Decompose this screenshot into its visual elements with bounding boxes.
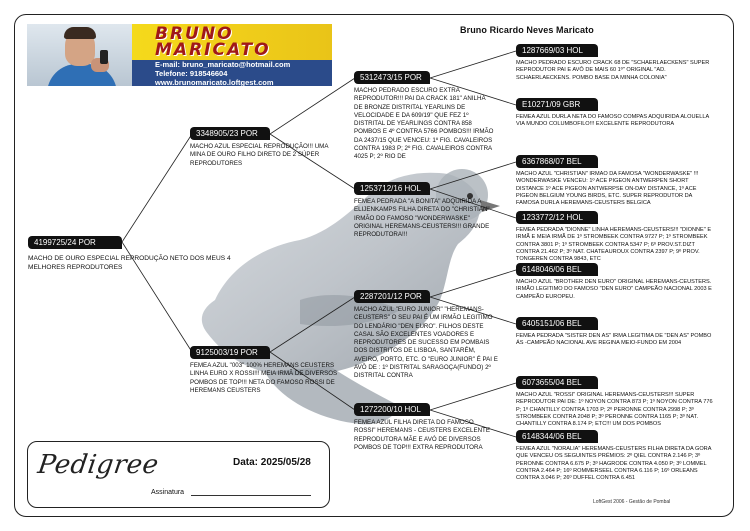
subject-ring: 4199725/24 POR (28, 236, 122, 249)
gen4-description-8: FEMEA AZUL "NORALIA" HEREMANS-CEUSTERS FILHA DIRETA DA GORA QUE VENCEU OS SEGUINTES PRÉMIOS: 2º QIEL CONTRA 2.146 P; 3º PERONNE CONTRA 6.675 P; 3º HAGRODE CONTRA 4.050 P; 3º LOMMEL CONTRA 2.464 P; 16º ROMMERSEEL CONTRA 6.116 P; 16º ORLEANS CONTRA 3.046 P; 26º DUFFEL CONTRA 6.451 (516, 446, 712, 482)
signature-box (27, 441, 330, 508)
banner-last-name: MARICATO (155, 40, 271, 60)
dam-description: FEMEA AZUL "003" 100% HEREMANS CEUSTERS LINHA EURO X ROSSI!!! MEIA IRMÃ DE DIVERSOS POMBOS DE TOP!!! NETA DO FAMOSO ROSSI DE HEREMANS CEUSTERS (190, 362, 338, 394)
gen4-ring-4: 1233772/12 HOL (516, 211, 598, 224)
gen4-ring-2: E10271/09 GBR (516, 98, 598, 111)
footer-credit: LoftGest 2006 - Gestão de Pombal (593, 499, 671, 505)
sire-sire-ring: 5312473/15 POR (354, 71, 430, 84)
gen4-ring-5: 6148046/06 BEL (516, 263, 598, 276)
sire-dam-ring: 1253712/16 HOL (354, 182, 430, 195)
gen4-ring-3: 6367868/07 BEL (516, 155, 598, 168)
gen4-ring-8: 6148344/06 BEL (516, 430, 598, 443)
gen4-ring-7: 6073655/04 BEL (516, 376, 598, 389)
signature-line[interactable] (191, 495, 311, 496)
page-title: Bruno Ricardo Neves Maricato (460, 25, 594, 35)
gen4-description-4: FEMEA PEDRADA "DIONNE" LINHA HEREMANS-CEUSTERS!!! "DIONNE" É IRMÃ E MEIA IRMÃ DE 1º STROMBEEK CONTRA 9727 P; 1º STROMBEEK CONTRA 3801 P; 1º STROMBEEK CONTRA 5347 P; 6º PROV.ST.DIZT CONTRA 21.462 P; 3º NAT. CHATEAUROUX CONTRA 2397 P; 9º PROV. TONGEREN CONTRA 9843, ETC (516, 227, 712, 263)
pedigree-logo: Pedigree (35, 450, 161, 480)
gen4-description-2: FEMEA AZUL DURLA NETA DO FAMOSO COMPAS ADQUIRIDA ALOUELLA VIA MUNDO COLUMBOFILO!!! EXCELENTE REPRODUTORA (516, 114, 709, 128)
dam-sire-ring: 2287201/12 POR (354, 290, 430, 303)
gen4-description-6: FEMEA PEDRADA "SISTER DEN AS" IRMA LEGITIMA DE "DEN AS" POMBO ÁS -CAMPEÃO NACIONAL AVE REGINA MEIO-FUNDO EM 2004 (516, 333, 712, 347)
signature-label: Assinatura (151, 489, 185, 496)
banner-website: www.brunomaricato.loftgest.com (155, 78, 274, 86)
sire-sire-description: MACHO PEDRADO ESCURO EXTRA REPRODUTOR!!! PAI DA CRACK 181" ANILHA DE BRONZE DISTRITAL YEARLINS DE VELOCIDADE E DA 609/19" QUE FEZ 1º DISTRITAL DE YEARLINGS CONTRA 858 POMBOS E 4º CONTRA 5766 POMBOS!!! IRMÃO DA 2437/15 QUE VENCEU: 1º FIG. CAVALEIROS CONTRA 1983 P; 2º FIG. CAVALEIROS CONTRA 4025 P; 2º RIO DE (354, 87, 494, 161)
gen4-ring-6: 6405151/06 BEL (516, 317, 598, 330)
dam-dam-description: FEMEA AZUL FILHA DIRETA DO FAMOSO ROSSI" HEREMANS - CEUSTERS EXCELENTE REPRODUTORA MÃE E AVÓ DE DIVERSOS POMBOS DE TOP!!! EXTRA REPRODUTORA (354, 419, 490, 451)
gen4-ring-1: 1287669/03 HOL (516, 44, 598, 57)
breeder-photo (27, 24, 132, 86)
gen4-description-3: MACHO AZUL "CHRISTIAN" IRMÃO DA FAMOSA "WONDERWASKE" !!! WONDERWASKE VENCEU: 1º ACE PIGEON ANTWERPEN SHORT DISTANCE 1º ACE PIGEON ANTWERPSE ON-DAY DISTANCE, 1º ACE PIGEON BELGIUM YOUNG BIRDS, ETC. SUPER REPRODUTOR DA FAMOSA DURLA HEREMANS-CEUSTERS BELGICA (516, 171, 699, 207)
sire-description: MACHO AZUL ESPECIAL REPRODUÇÃO!!! UMA MINA DE OURO FILHO DIRETO DE 2 SÚPER REPRODUTORES (190, 143, 329, 167)
gen4-description-5: MACHO AZUL "BROTHER DEN EURO" ORIGINAL HEREMANS-CEUSTERS. IRMÃO LEGITIMO DO FAMOSO "DEN EURO" CAMPEÃO NACIONAL 2003 E CAMPEÃO EUROPEU. (516, 279, 712, 300)
banner-email: E-mail: bruno_maricato@hotmail.com (155, 60, 291, 69)
sire-dam-description: FEMEA PEDRADA "A BONITA" ADQUIRIDA A ELIJENKAMPS FILHA DIRETA DO "CHRISTIAN" IRMÃO DO FAMOSO "WONDERWASKE" ORIGINAL HEREMANS-CEUSTERS!!! GRANDE REPRODUTORA!!! (354, 198, 490, 239)
dam-sire-description: MACHO AZUL "EURO JUNIOR" "HEREMANS-CEUSTERS" O SEU PAI É UM IRMÃO LEGITIMO DO LENDÁRIO "DEN EURO". FILHOS DESTE CASAL SÃO EXCELENTES VOADORES E REPRODUTORES DE SUCESSO EM POMBAIS DOS DISTRITOS DE LISBOA, SANTARÉM, AVEIRO, PORTO, ETC. O "EURO JUNIOR" É PAI E AVÔ DE : 1º DISTRITAL SARAGOÇA(FUNDO) 2º DISTRITAL CONTRA (354, 306, 498, 380)
sire-ring: 3348905/23 POR (190, 127, 270, 140)
dam-dam-ring: 1272200/10 HOL (354, 403, 430, 416)
gen4-description-1: MACHO PEDRADO ESCURO CRACK 68 DE "SCHAERLAECKENS" SUPER REPRODUTOR PAI E AVÔ DE MAIS 60 1º" ORIGINAL "AD. SCHAERLAECKENS. POMBO BASE DA MINHA COLONIA" (516, 60, 710, 81)
banner-phone: Telefone: 918546604 (155, 69, 228, 78)
subject-description: MACHO DE OURO ESPECIAL REPRODUÇÃO NETO DOS MEUS 4 MELHORES REPRODUTORES (28, 255, 231, 272)
dam-ring: 9125003/19 POR (190, 346, 270, 359)
banner-first-name: BRUNO (155, 24, 234, 44)
pedigree-date: Data: 2025/05/28 (233, 457, 311, 468)
gen4-description-7: MACHO AZUL "ROSSI" ORIGINAL HEREMANS-CEUSTERS!!! SUPER REPRODUTOR PAI DE: 1º NOYON CONTRA 873 P; 1º NOYON CONTRA 776 P; 1º CHANTILLY CONTRA 1703 P; 2º PERONNE CONTRA 2998 P; 3º STROMBEEK CONTRA 2048 P; 3º PERONNE CONTRA 1165 P; 3º NAT. CHANTILLY CONTRA 8.174 P; ETC!!! UM DOS POMBOS (516, 392, 713, 428)
phone-icon (100, 50, 108, 64)
breeder-banner (27, 24, 332, 86)
